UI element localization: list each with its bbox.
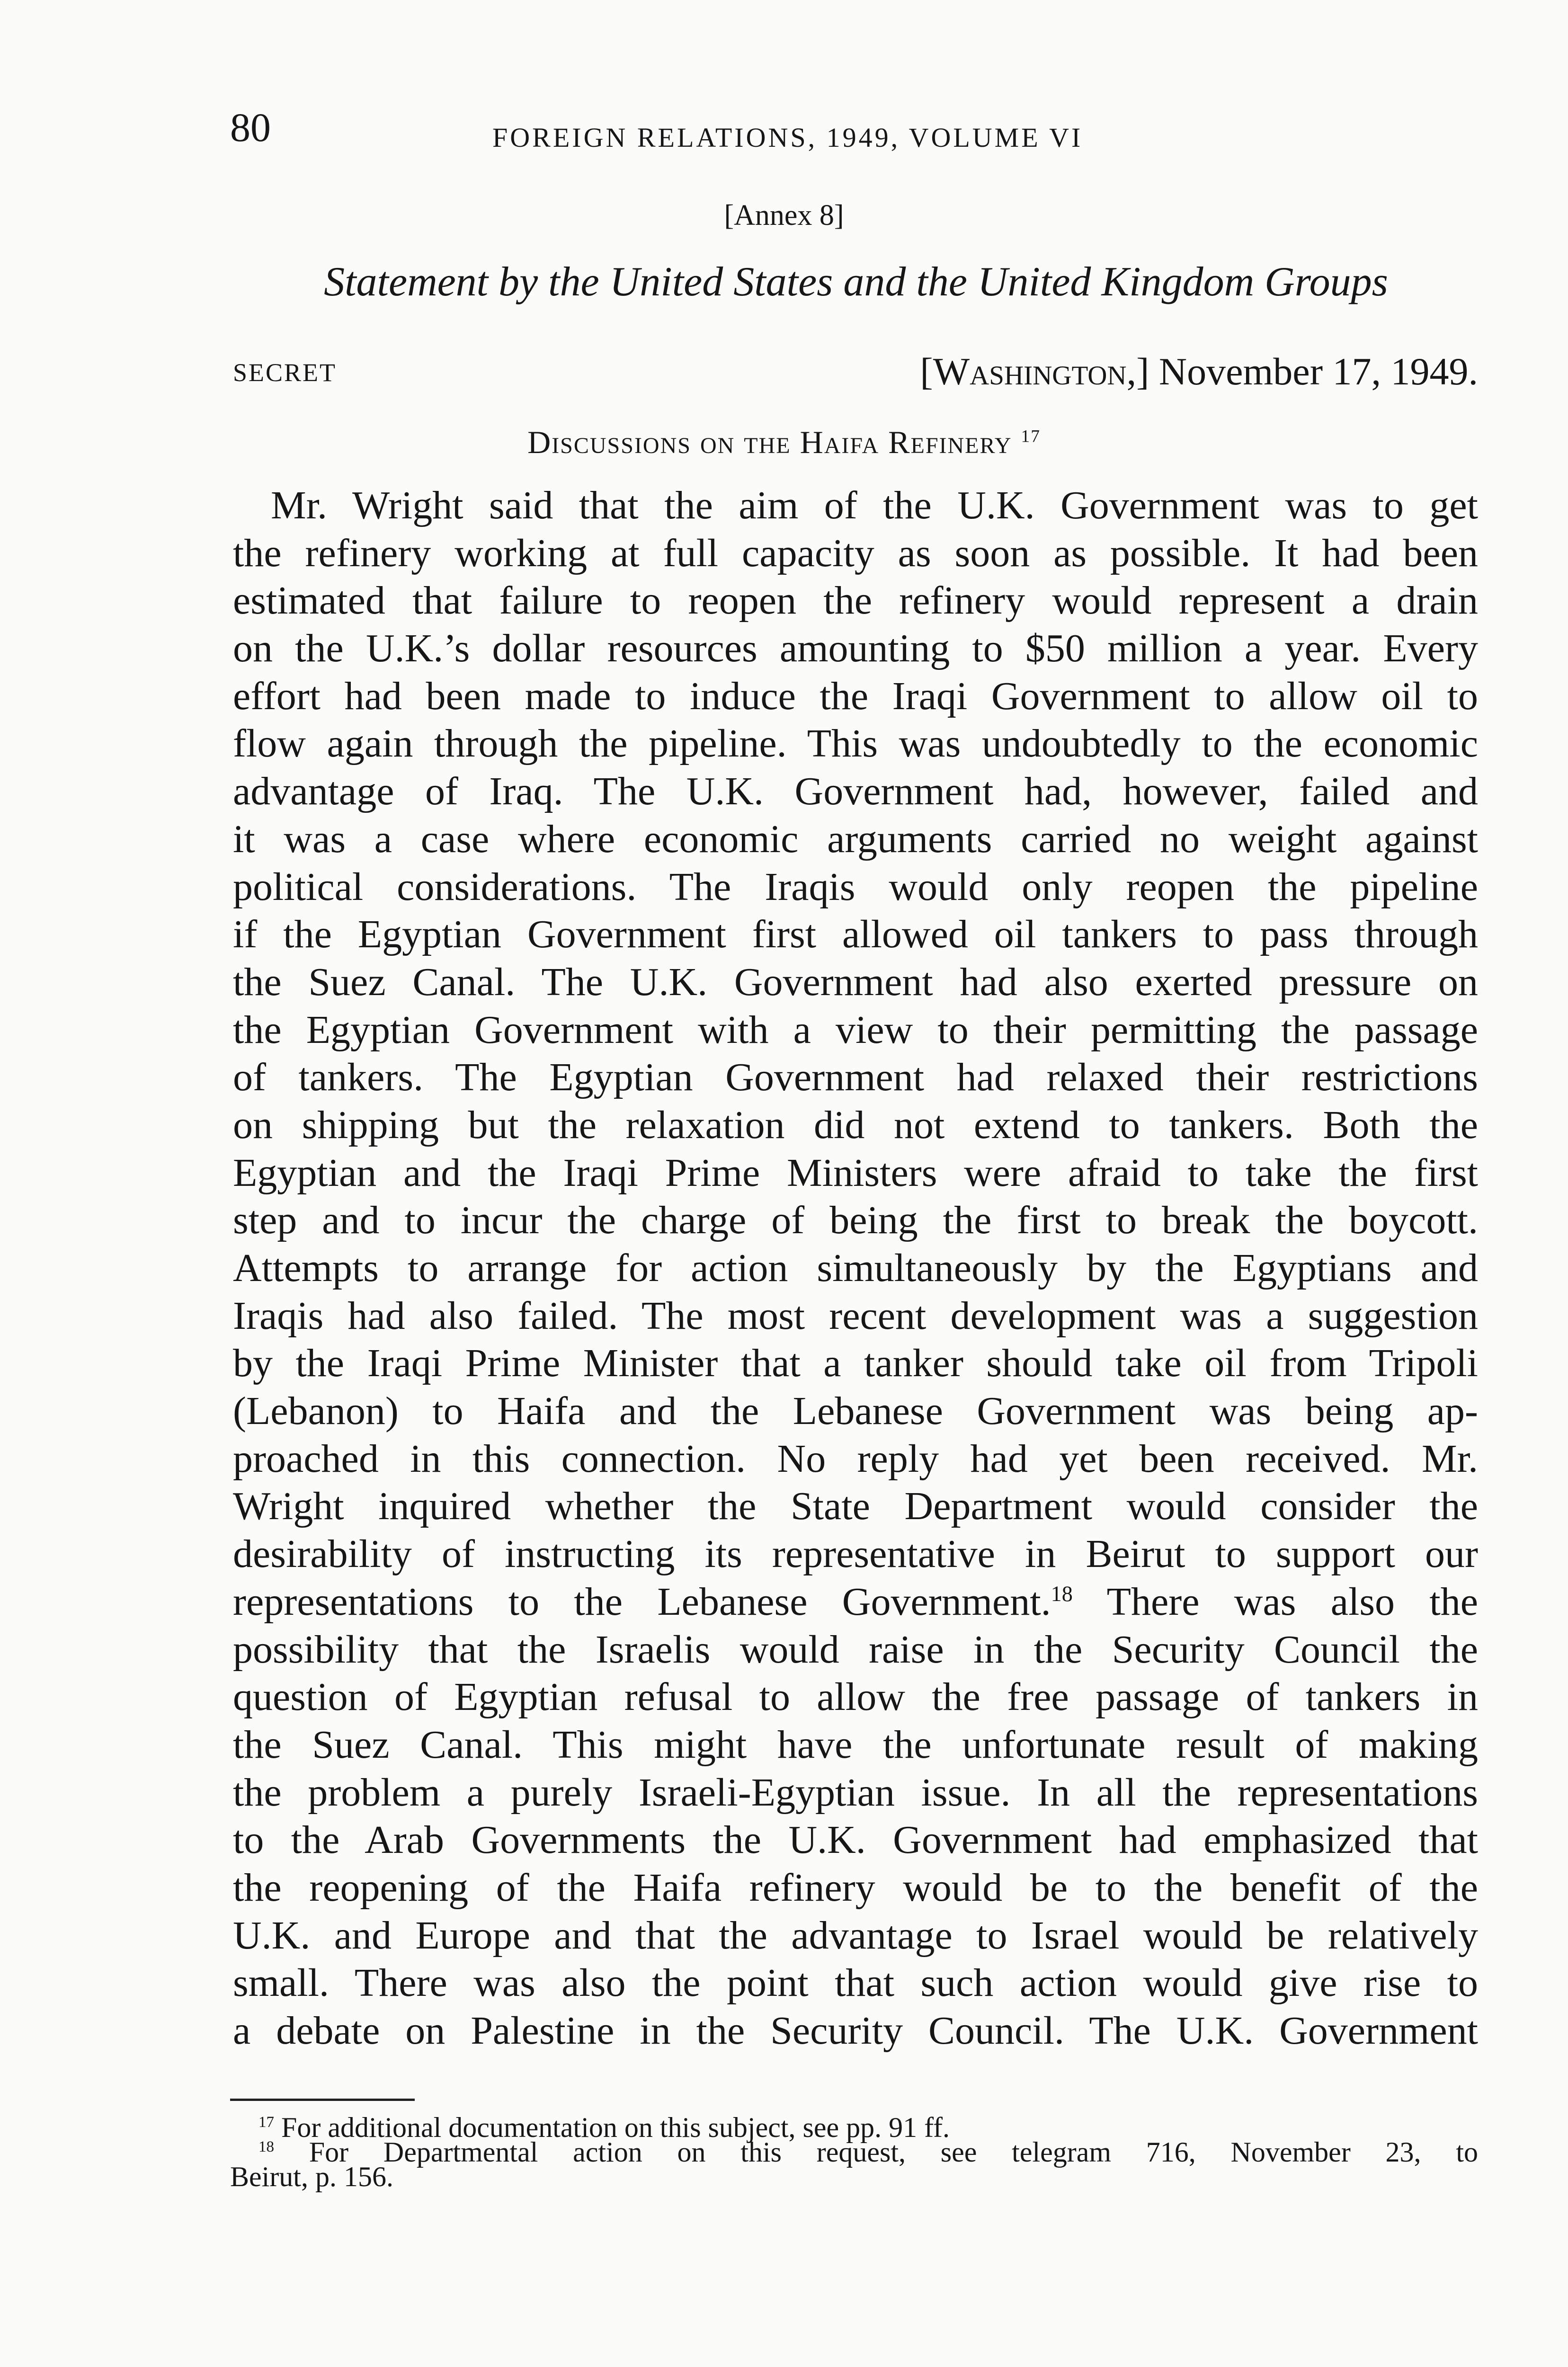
page-number: 80 xyxy=(230,105,271,150)
footnote-divider xyxy=(230,2099,415,2101)
body-line: the Egyptian Government with a view to their permitting the passage xyxy=(233,1007,1478,1052)
body-line: the reopening of the Haifa refinery would be to the benefit of the xyxy=(233,1865,1478,1910)
body-line: Attempts to arrange for action simultaneously by the Egyptians and xyxy=(233,1246,1478,1290)
body-line: Egyptian and the Iraqi Prime Ministers were afraid to take the first xyxy=(233,1150,1478,1195)
section-heading xyxy=(0,426,1568,458)
body-line: the Suez Canal. The U.K. Government had also exerted pressure on xyxy=(233,960,1478,1004)
footnote-17-number: 17 xyxy=(258,2114,274,2131)
body-line: proached in this connection. No reply had yet been received. Mr. xyxy=(233,1436,1478,1481)
body-line: advantage of Iraq. The U.K. Government had, however, failed and xyxy=(233,769,1478,814)
body-line: by the Iraqi Prime Minister that a tanker should take oil from Tripoli xyxy=(233,1341,1478,1386)
body-line: of tankers. The Egyptian Government had relaxed their restrictions xyxy=(233,1055,1478,1100)
body-line: estimated that failure to reopen the refinery would represent a drain xyxy=(233,578,1478,623)
body-line: it was a case where economic arguments carried no weight against xyxy=(233,817,1478,861)
body-line: the refinery working at full capacity as soon as possible. It had been xyxy=(233,531,1478,575)
body-line: possibility that the Israelis would raise in the Security Council the xyxy=(233,1627,1478,1672)
body-line: Wright inquired whether the State Department would consider the xyxy=(233,1484,1478,1529)
footnote-ref-17: 17 xyxy=(1021,427,1041,446)
body-line: a debate on Palestine in the Security Council. The U.K. Government xyxy=(233,2009,1478,2053)
body-line: flow again through the pipeline. This was undoubtedly to the economic xyxy=(233,721,1478,766)
annex-label: [Annex 8] xyxy=(724,199,844,231)
body-line: the problem a purely Israeli-Egyptian issue. In all the representations xyxy=(233,1770,1478,1815)
body-line: on the U.K.’s dollar resources amounting to $50 million a year. Every xyxy=(233,626,1478,671)
body-line: step and to incur the charge of being the first to break the boycott. xyxy=(233,1198,1478,1243)
footnote-18-number: 18 xyxy=(258,2138,274,2155)
body-line: Mr. Wright said that the aim of the U.K. Government was to get xyxy=(271,483,1478,527)
section-heading-text: Discussions on the Haifa Refinery xyxy=(527,424,1012,460)
body-line-with-footnote xyxy=(233,1578,1478,1626)
footnote-ref-18: 18 xyxy=(1051,1581,1073,1606)
body-line: to the Arab Governments the U.K. Government had emphasized that xyxy=(233,1818,1478,1862)
body-line: (Lebanon) to Haifa and the Lebanese Government was being ap- xyxy=(233,1389,1478,1433)
body-line-continuation: There was also the xyxy=(1072,1579,1478,1624)
footnote-18-text: For Departmental action on this request, see telegram 716, November 23, to xyxy=(309,2136,1478,2168)
footnote-18 xyxy=(230,2136,1478,2168)
dateline-date: ,] November 17, 1949. xyxy=(1126,350,1478,393)
document-title: Statement by the United States and the United Kingdom Groups xyxy=(324,259,1388,305)
dateline-place: Washington xyxy=(933,350,1127,393)
dateline xyxy=(757,352,1478,391)
body-line: effort had been made to induce the Iraqi Government to allow oil to xyxy=(233,674,1478,718)
body-line: Iraqis had also failed. The most recent development was a suggestion xyxy=(233,1293,1478,1338)
body-paragraph xyxy=(233,482,1478,2055)
body-line: if the Egyptian Government first allowed oil tankers to pass through xyxy=(233,912,1478,957)
body-line: question of Egyptian refusal to allow the free passage of tankers in xyxy=(233,1675,1478,1719)
running-head: FOREIGN RELATIONS, 1949, VOLUME VI xyxy=(492,122,1083,153)
body-line: on shipping but the relaxation did not extend to tankers. Both the xyxy=(233,1103,1478,1147)
footnote-17-text: For additional documentation on this subject, see pp. 91 ff. xyxy=(281,2112,950,2143)
footnote-18-continuation: Beirut, p. 156. xyxy=(230,2161,393,2192)
body-line-text: representations to the Lebanese Government. xyxy=(233,1579,1051,1624)
body-line: U.K. and Europe and that the advantage to Israel would be relatively xyxy=(233,1913,1478,1958)
footnotes xyxy=(230,2112,1478,2192)
body-line: small. There was also the point that such action would give rise to xyxy=(233,1961,1478,2005)
dateline-bracket: [ xyxy=(920,350,933,393)
body-line: political considerations. The Iraqis would only reopen the pipeline xyxy=(233,864,1478,909)
classification-marking: SECRET xyxy=(233,358,337,387)
body-line: the Suez Canal. This might have the unfortunate result of making xyxy=(233,1722,1478,1767)
body-line: desirability of instructing its representative in Beirut to support our xyxy=(233,1532,1478,1576)
